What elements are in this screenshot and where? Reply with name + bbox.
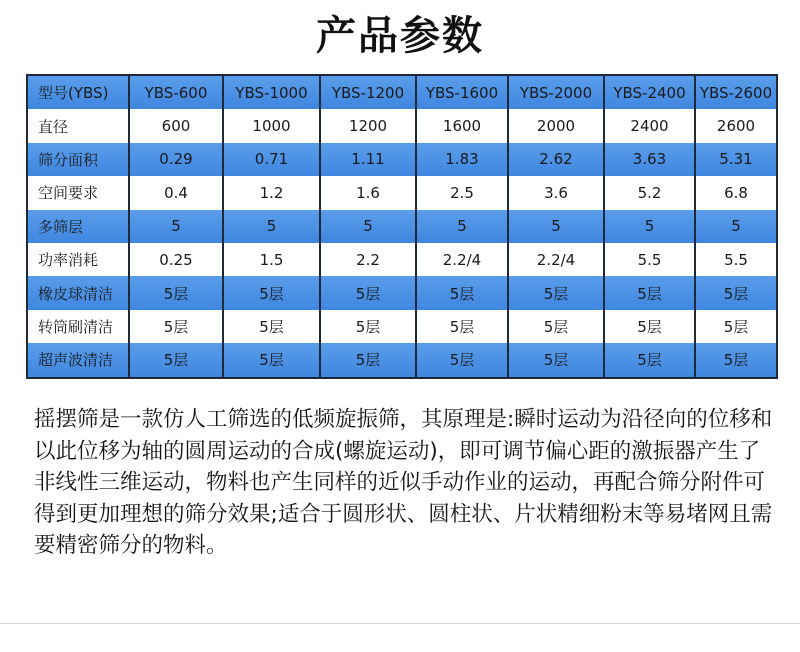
table-cell: 5层 [416,276,508,309]
row-label-cell: 直径 [27,109,129,142]
table-cell: 5 [695,210,777,243]
table-cell: 5层 [604,276,695,309]
table-cell: YBS-2400 [604,75,695,109]
row-label-cell: 型号(YBS) [27,75,129,109]
table-row [27,176,777,209]
table-cell: 2600 [695,109,777,142]
table-cell: 5层 [604,310,695,343]
row-label-cell: 多筛层 [27,210,129,243]
table-cell: 5层 [320,276,416,309]
table-cell: 5.5 [695,243,777,276]
table-cell: 5.31 [695,143,777,176]
table-cell: 0.4 [129,176,223,209]
table-cell: 5层 [129,310,223,343]
table-cell: 5 [129,210,223,243]
table-cell: YBS-1200 [320,75,416,109]
table-cell: 6.8 [695,176,777,209]
table-cell: 5层 [604,343,695,377]
table-cell: 1200 [320,109,416,142]
row-label-cell: 转筒刷清洁 [27,310,129,343]
table-cell: 5 [320,210,416,243]
table-cell: 5层 [320,343,416,377]
table-cell: 5层 [223,276,320,309]
table-cell: 5层 [508,276,604,309]
table-cell: 5 [416,210,508,243]
table-cell: 5层 [320,310,416,343]
table-cell: 1600 [416,109,508,142]
row-label-cell: 空间要求 [27,176,129,209]
table-row [27,276,777,309]
table-row [27,143,777,176]
table-cell: 0.29 [129,143,223,176]
table-cell: 5.2 [604,176,695,209]
table-cell: 5层 [129,276,223,309]
table-header-row [27,75,777,109]
spec-table [26,74,778,379]
footer-divider [0,623,800,624]
table-cell: 5 [223,210,320,243]
table-cell: 5层 [695,310,777,343]
table-cell: 5 [604,210,695,243]
product-description: 摇摆筛是一款仿人工筛选的低频旋振筛，其原理是:瞬时运动为沿径向的位移和以此位移为轴的圆周运动的合成(螺旋运动)，即可调节偏心距的激振器产生了非线性三维运动，物料也产生同样的近似手动作业的运动，再配合筛分附件可得到更加理想的筛分效果;适合于圆形状、圆柱状、片状精细粉末等易堵网且需要精密筛分的物料。 [34,407,773,558]
table-cell: 1.11 [320,143,416,176]
table-cell: 1000 [223,109,320,142]
page-title: 产品参数 [316,13,484,59]
table-cell: YBS-1000 [223,75,320,109]
table-cell: 3.6 [508,176,604,209]
table-cell: 0.25 [129,243,223,276]
table-cell: 2.62 [508,143,604,176]
table-cell: YBS-2000 [508,75,604,109]
table-cell: YBS-2600 [695,75,777,109]
table-cell: 5层 [508,310,604,343]
table-body [27,75,777,378]
table-cell: 5.5 [604,243,695,276]
table-cell: 5层 [508,343,604,377]
table-cell: 5层 [223,343,320,377]
table-cell: 3.63 [604,143,695,176]
table-row [27,210,777,243]
table-cell: 0.71 [223,143,320,176]
table-cell: 2.2/4 [416,243,508,276]
table-row [27,310,777,343]
table-cell: 2400 [604,109,695,142]
table-cell: 1.83 [416,143,508,176]
table-cell: 2.2/4 [508,243,604,276]
table-row [27,243,777,276]
table-cell: 600 [129,109,223,142]
table-cell: 5层 [416,343,508,377]
table-cell: 2000 [508,109,604,142]
table-row [27,109,777,142]
table-cell: 1.5 [223,243,320,276]
table-cell: 5层 [416,310,508,343]
table-cell: 2.2 [320,243,416,276]
table-cell: 1.6 [320,176,416,209]
table-cell: 5层 [695,343,777,377]
table-row [27,343,777,377]
row-label-cell: 功率消耗 [27,243,129,276]
table-cell: 5层 [223,310,320,343]
table-cell: 5层 [695,276,777,309]
table-cell: YBS-1600 [416,75,508,109]
row-label-cell: 超声波清洁 [27,343,129,377]
row-label-cell: 橡皮球清洁 [27,276,129,309]
table-cell: 2.5 [416,176,508,209]
table-cell: 1.2 [223,176,320,209]
table-cell: YBS-600 [129,75,223,109]
row-label-cell: 筛分面积 [27,143,129,176]
table-cell: 5 [508,210,604,243]
table-cell: 5层 [129,343,223,377]
